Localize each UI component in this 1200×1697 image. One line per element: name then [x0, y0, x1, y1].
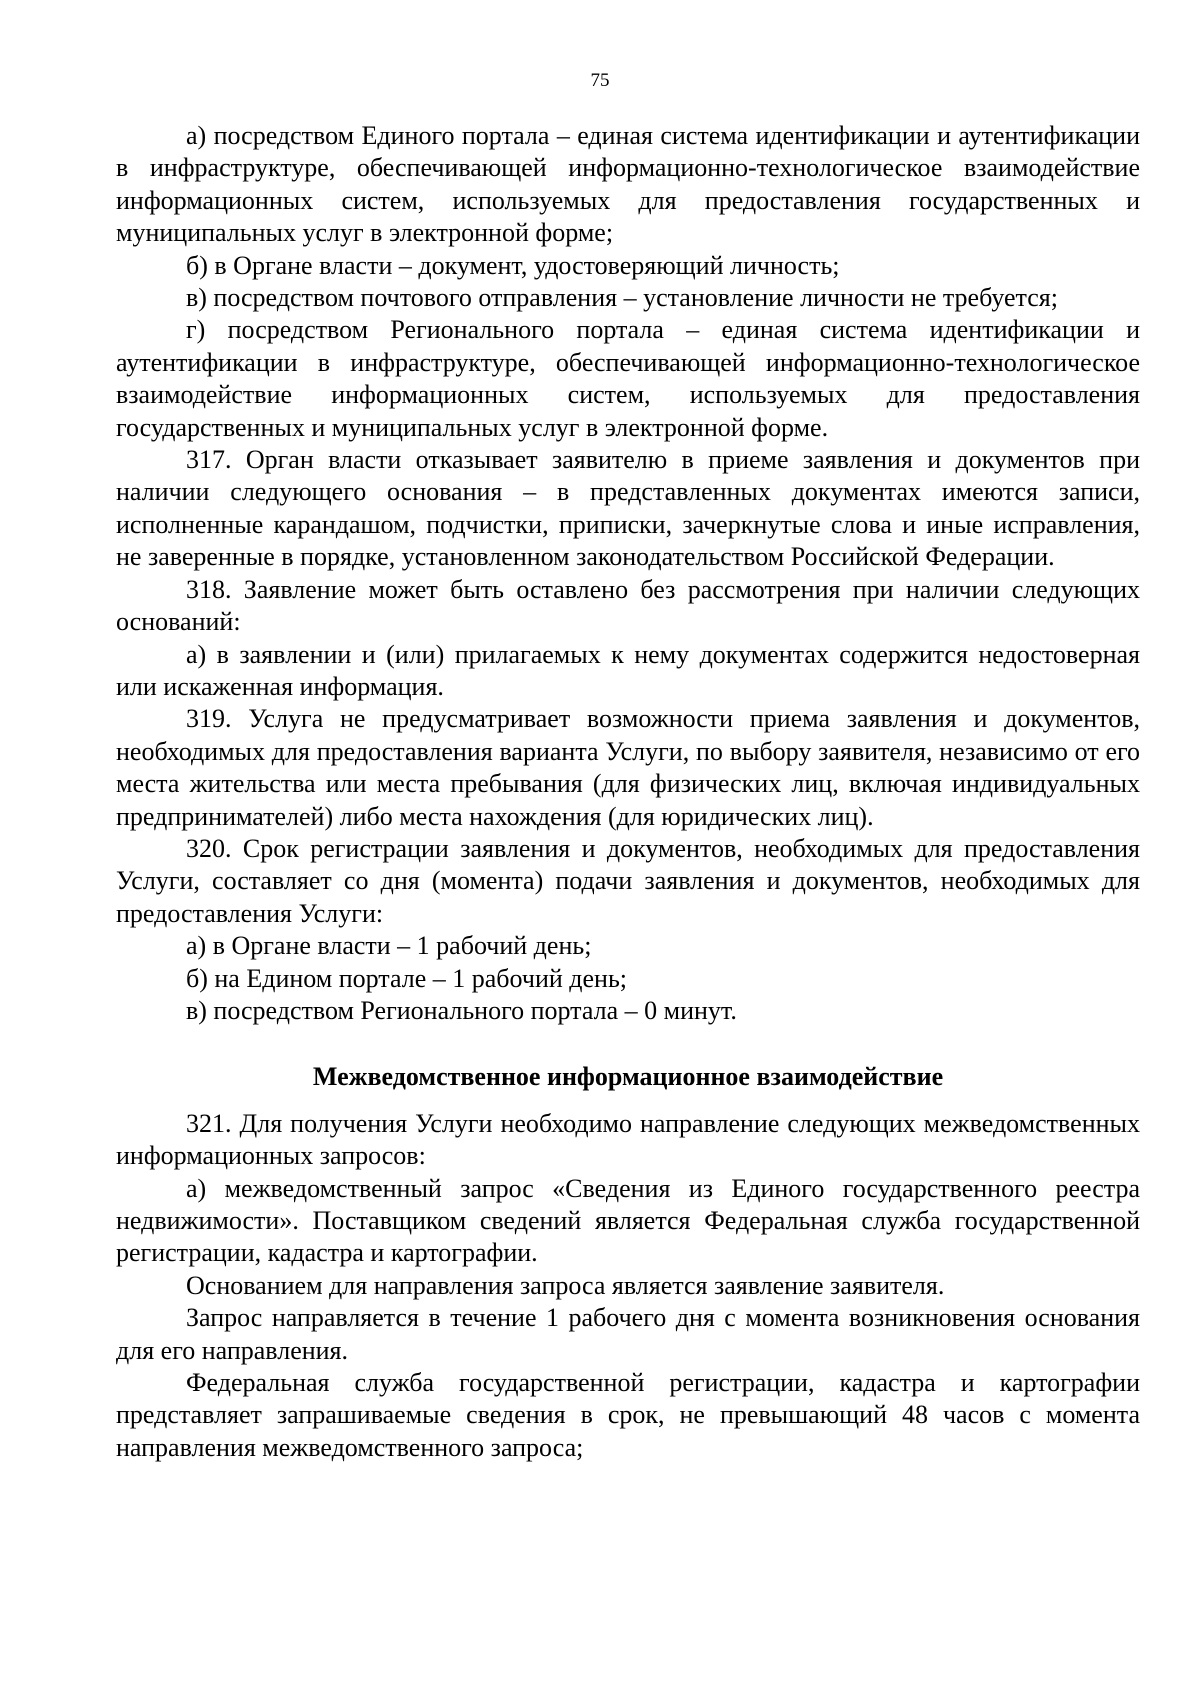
section-heading: Межведомственное информационное взаимодействие [312, 1062, 944, 1092]
paragraph-320-b: б) на Едином портале – 1 рабочий день; [186, 963, 628, 993]
paragraph-request-timing: Запрос направляется в течение 1 рабочего дня с момента возникновения основания для его направления. [116, 1303, 1140, 1365]
paragraph-321-a: а) межведомственный запрос «Сведения из Единого государственного реестра недвижимости». Поставщиком сведений является Федеральная служба государственной регистрации, кадастра и картографии. [116, 1173, 1140, 1268]
paragraph-318: 318. Заявление может быть оставлено без рассмотрения при наличии следующих оснований: [116, 574, 1140, 637]
page-number: 75 [590, 70, 610, 91]
paragraph-identification-post: в) посредством почтового отправления – установление личности не требуется; [186, 283, 1058, 313]
paragraph-319: 319. Услуга не предусматривает возможности приема заявления и документов, необходимых для предоставления варианта Услуги, по выбору заявителя, независимо от его места жительства или места пребывания (для физических лиц, включая индивидуальных предпринимателей) либо места нахождения (для юридических лиц). [116, 704, 1140, 831]
paragraph-317: 317. Орган власти отказывает заявителю в приеме заявления и документов при наличии следующего основания – в представленных документах имеются записи, исполненные карандашом, подчистки, приписки, зачеркнутые слова и иные исправления, не заверенные в порядке, установленном законодательством Российской Федерации. [116, 445, 1140, 572]
paragraph-318-a: а) в заявлении и (или) прилагаемых к нему документах содержится недостоверная или искаженная информация. [116, 639, 1140, 701]
paragraph-response-timing: Федеральная служба государственной регистрации, кадастра и картографии представляет запрашиваемые сведения в срок, не превышающий 48 часов с момента направления межведомственного запроса; [116, 1368, 1140, 1462]
paragraph-identification-authority: б) в Органе власти – документ, удостоверяющий личность; [186, 250, 840, 280]
paragraph-request-basis: Основанием для направления запроса является заявление заявителя. [186, 1270, 945, 1300]
document-body [116, 120, 1140, 1464]
paragraph-identification-unified-portal: а) посредством Единого портала – единая система идентификации и аутентификации в инфраструктуре, обеспечивающей информационно-технологическое взаимодействие информационных систем, используемых для предоставления государственных и муниципальных услуг в электронной форме; [116, 121, 1140, 248]
paragraph-321: 321. Для получения Услуги необходимо направление следующих межведомственных информационных запросов: [116, 1108, 1140, 1171]
paragraph-320-a: а) в Органе власти – 1 рабочий день; [186, 931, 592, 961]
paragraph-320-v: в) посредством Регионального портала – 0 минут. [186, 995, 737, 1025]
paragraph-identification-regional-portal: г) посредством Регионального портала – единая система идентификации и аутентификации в инфраструктуре, обеспечивающей информационно-технологическое взаимодействие информационных систем, используемых для предоставления государственных и муниципальных услуг в электронной форме. [116, 315, 1140, 442]
paragraph-320: 320. Срок регистрации заявления и документов, необходимых для предоставления Услуги, составляет со дня (момента) подачи заявления и документов, необходимых для предоставления Услуги: [116, 833, 1140, 928]
